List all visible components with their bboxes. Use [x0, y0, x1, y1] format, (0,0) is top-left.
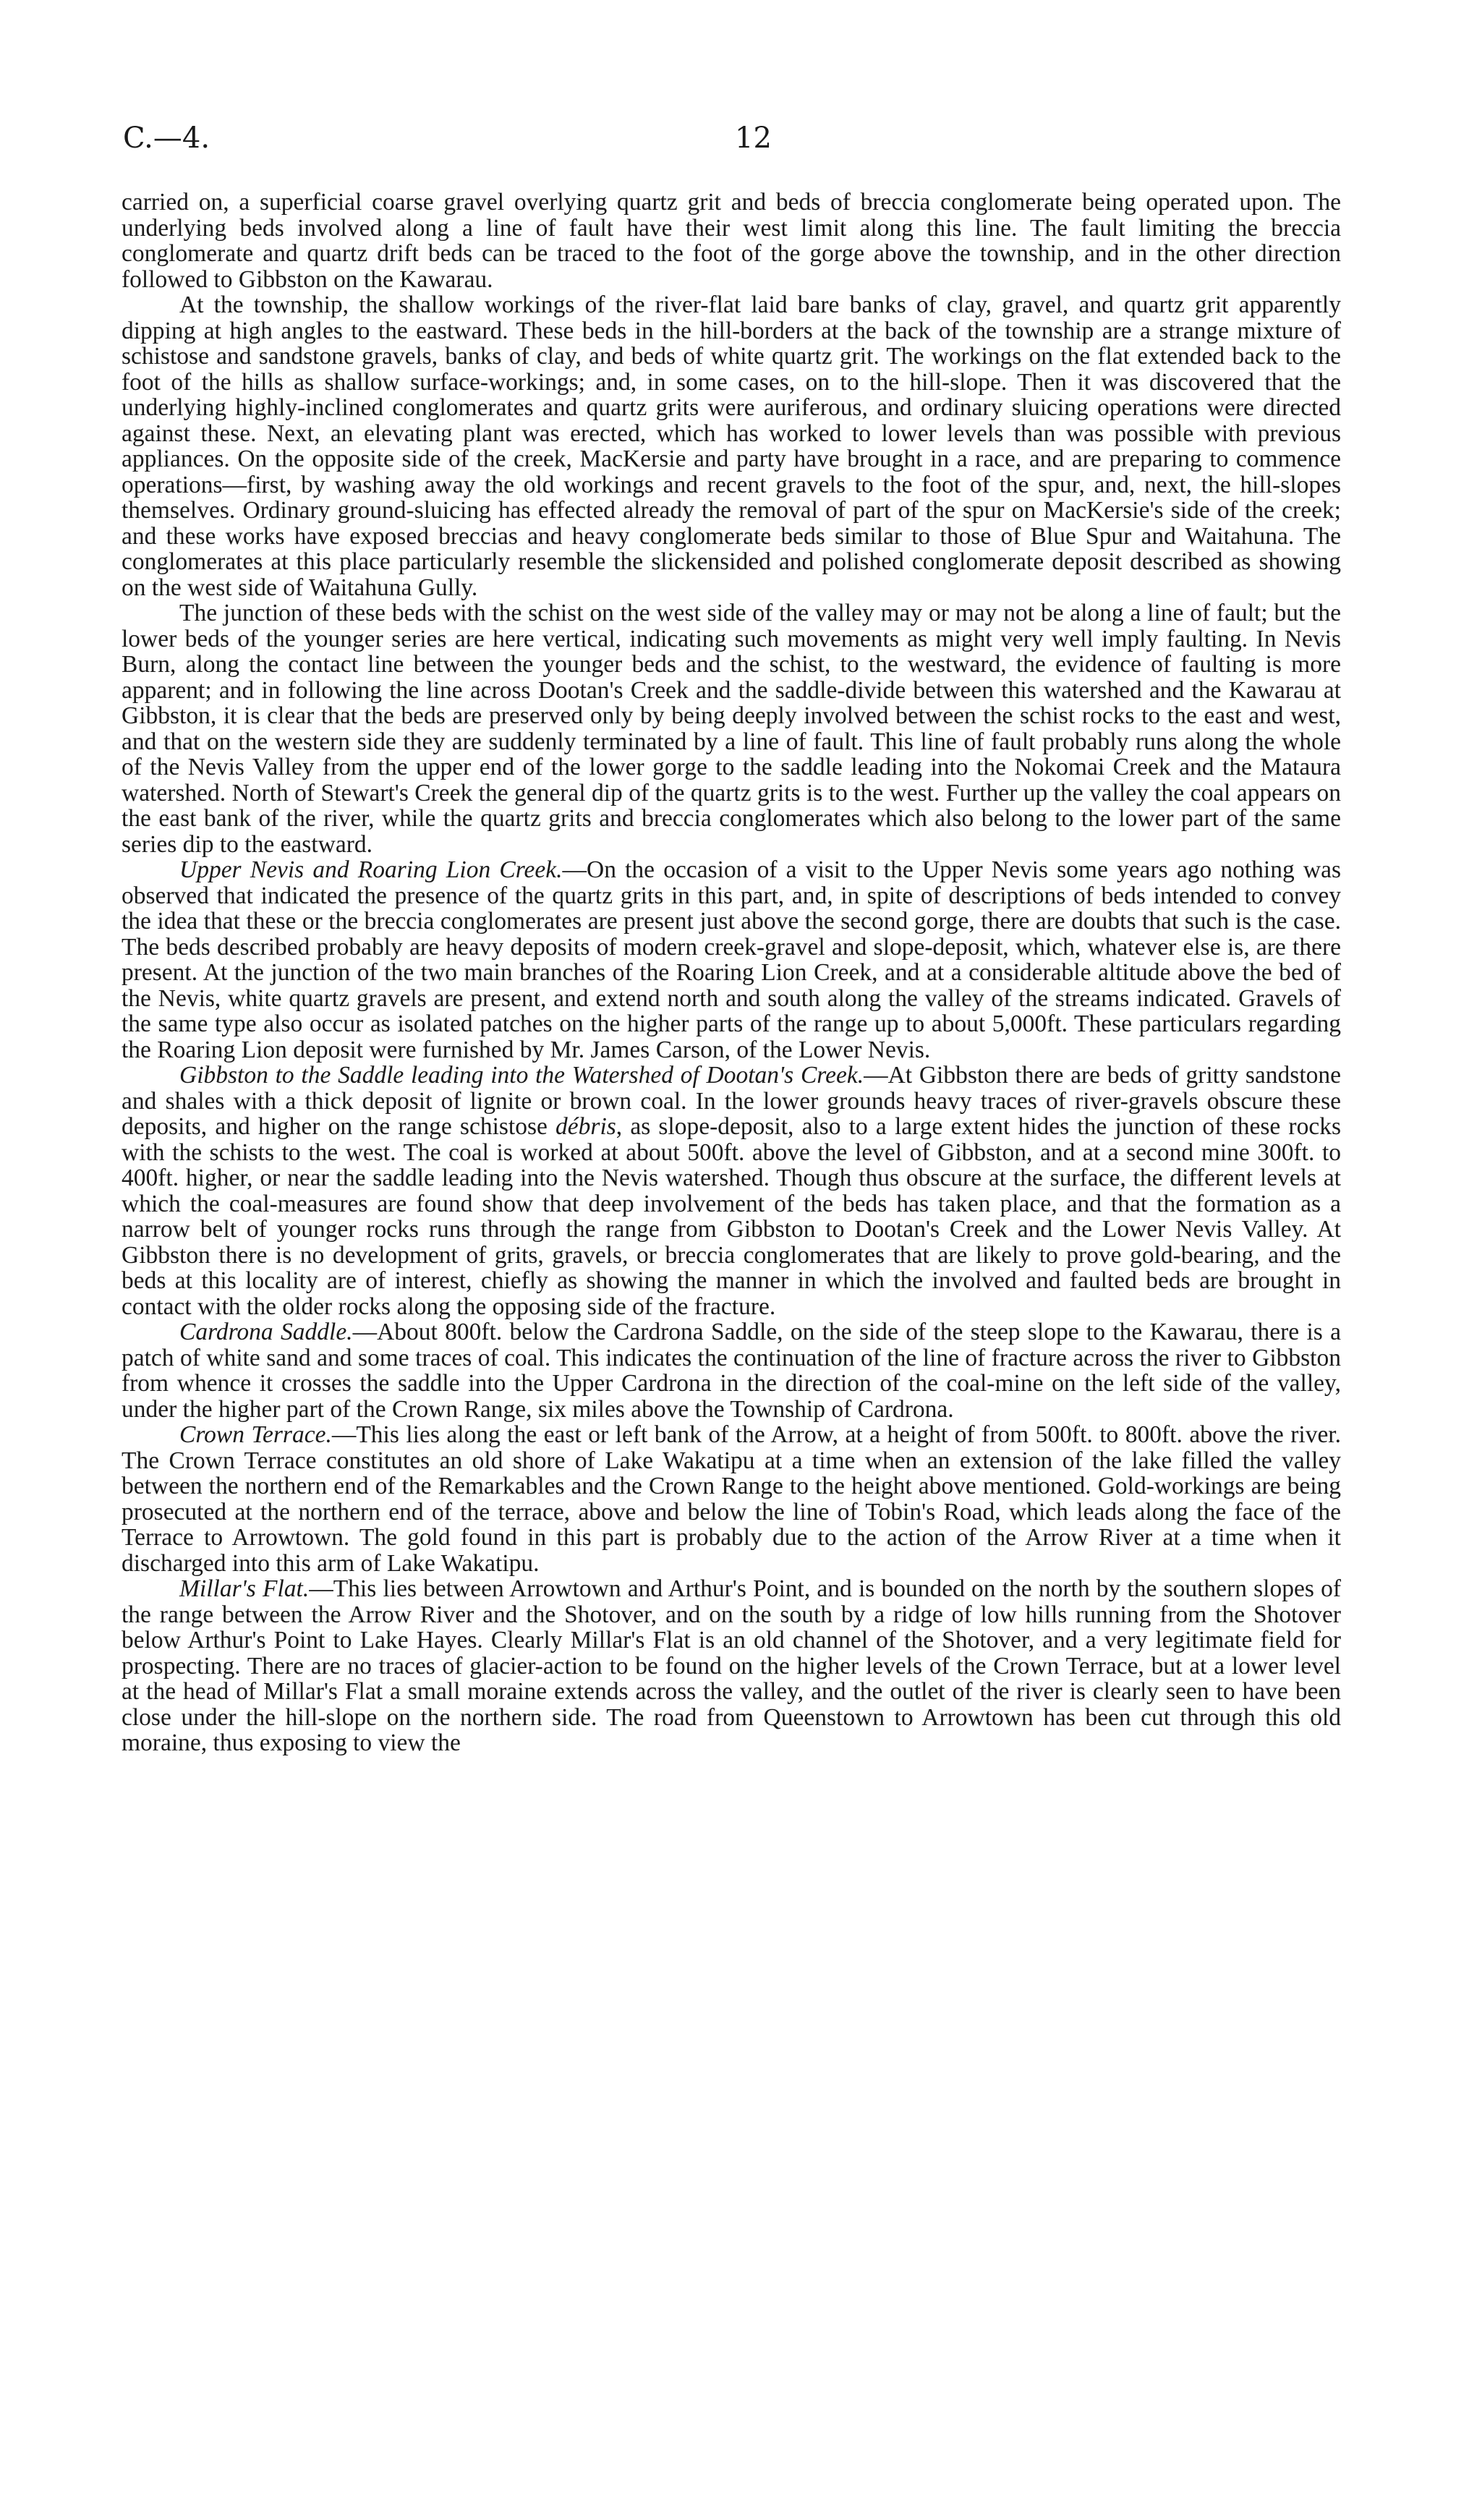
page-number: 12: [735, 122, 772, 155]
paragraph-crown-terrace: [122, 1422, 1341, 1576]
paragraph-text: —This lies along the east or left bank of the Arrow, at a height of from 500ft. to 800ft. above the river. The Crown Terrace constitutes an old shore of Lake Wakatipu at a time when an extension of the lake filled the valley between the northern end of the Remarkables and the Crown Range to the height above mentioned. Gold-workings are being prosecuted at the northern end of the terrace, above and below the line of Tobin's Road, which leads along the face of the Terrace to Arrowtown. The gold found in this part is probably due to the action of the Arrow River at a time when it discharged into this arm of Lake Wakatipu.: [122, 1421, 1341, 1577]
section-heading: Cardrona Saddle.: [179, 1319, 353, 1345]
paragraph-township: [122, 292, 1341, 600]
paragraph-junction: [122, 600, 1341, 857]
paragraph-continuation: [122, 190, 1341, 292]
section-heading: Millar's Flat.: [179, 1575, 310, 1602]
document-code: C.—4.: [123, 122, 210, 155]
paragraph-text: The junction of these beds with the schist on the west side of the valley may or may not be along a line of fault; but the lower beds of the younger series are here vertical, indicating such movements as might very well imply faulting. In Nevis Burn, along the contact line between the younger beds and the schist, to the westward, the evidence of faulting is more apparent; and in following the line across Dootan's Creek and the saddle-divide between this watershed and the Kawarau at Gibbston, it is clear that the beds are preserved only by being deeply involved between the schist rocks to the east and west, and that on the western side they are suddenly terminated by a line of fault. This line of fault probably runs along the whole of the Nevis Valley from the upper end of the lower gorge to the saddle leading into the Nokomai Creek and the Mataura watershed. North of Stewart's Creek the general dip of the quartz grits is to the west. Further up the valley the coal appears on the east bank of the river, while the quartz grits and breccia conglomerates which also belong to the lower part of the same series dip to the eastward.: [122, 600, 1341, 858]
body-text: [122, 190, 1341, 1756]
paragraph-text: —This lies between Arrowtown and Arthur's Point, and is bounded on the north by the southern slopes of the range between the Arrow River and the Shotover, and on the south by a ridge of low hills running from the Shotover below Arthur's Point to Lake Hayes. Clearly Millar's Flat is an old channel of the Shotover, and a very legitimate field for prospecting. There are no traces of glacier-action to be found on the higher levels of the Crown Terrace, but at a lower level at the head of Millar's Flat a small moraine extends across the valley, and the outlet of the river is clearly seen to have been close under the hill-slope on the northern side. The road from Queenstown to Arrowtown has been cut through this old moraine, thus exposing to view the: [122, 1575, 1341, 1756]
paragraph-text: carried on, a superficial coarse gravel overlying quartz grit and beds of breccia conglomerate being operated upon. The underlying beds involved along a line of fault have their west limit along this line. The fault limiting the breccia conglomerate and quartz drift beds can be traced to the foot of the gorge above the township, and in the other direction followed to Gibbston on the Kawarau.: [122, 189, 1341, 293]
paragraph-text: —On the occasion of a visit to the Upper Nevis some years ago nothing was observed that indicated the presence of the quartz grits in this part, and, in spite of descriptions of beds intended to convey the idea that these or the breccia conglomerates are present just above the second gorge, there are doubts that such is the case. The beds described probably are heavy deposits of modern creek-gravel and slope-deposit, which, whatever else is, are there present. At the junction of the two main branches of the Roaring Lion Creek, and at a considerable altitude above the bed of the Nevis, white quartz gravels are present, and extend north and south along the valley of the streams indicated. Gravels of the same type also occur as isolated patches on the higher parts of the range up to about 5,000ft. These particulars regarding the Roaring Lion deposit were furnished by Mr. James Carson, of the Lower Nevis.: [122, 856, 1342, 1063]
paragraph-millars-flat: [122, 1576, 1341, 1756]
paragraph-text: At the township, the shallow workings of the river-flat laid bare banks of clay, gravel, and quartz grit apparently dipping at high angles to the eastward. These beds in the hill-borders at the back of the township are a strange mixture of schistose and sandstone gravels, banks of clay, and beds of white quartz grit. The workings on the flat extended back to the foot of the hills as shallow surface-workings; and, in some cases, on to the hill-slope. Then it was discovered that the underlying highly-inclined conglomerates and quartz grits were auriferous, and ordinary sluicing operations were directed against these. Next, an elevating plant was erected, which has worked to lower levels than was possible with previous appliances. On the opposite side of the creek, MacKersie and party have brought in a race, and are preparing to commence operations—first, by washing away the old workings and recent gravels to the foot of the spur, and, next, the hill-slopes themselves. Ordinary ground-sluicing has effected already the removal of part of the spur on MacKersie's side of the creek; and these works have exposed breccias and heavy conglomerate beds similar to those of Blue Spur and Waitahuna. The conglomerates at this place particularly resemble the slickensided and polished conglomerate deposit described as showing on the west side of Waitahuna Gully.: [122, 291, 1341, 601]
paragraph-cardrona-saddle: [122, 1319, 1341, 1422]
paragraph-text: —About 800ft. below the Cardrona Saddle, on the side of the steep slope to the Kawarau, there is a patch of white sand and some traces of coal. This indicates the continuation of the line of fracture across the river to Gibbston from whence it crosses the saddle into the Upper Cardrona in the direction of the coal-mine on the left side of the valley, under the higher part of the Crown Range, six miles above the Township of Cardrona.: [122, 1319, 1341, 1423]
italic-word: débris: [555, 1113, 616, 1140]
section-heading: Crown Terrace.: [179, 1421, 332, 1448]
paragraph-text: , as slope-deposit, also to a large extent hides the junction of these rocks with the schists to the west. The coal is worked at about 500ft. above the level of Gibbston, and at a second mine 300ft. to 400ft. higher, or near the saddle leading into the Nevis watershed. Though thus obscure at the surface, the different levels at which the coal-measures are found show that deep involvement of the beds has taken place, and that the formation as a narrow belt of younger rocks runs through the range from Gibbston to Dootan's Creek and the Lower Nevis Valley. At Gibbston there is no development of grits, gravels, or breccia conglomerates that are likely to prove gold-bearing, and the beds at this locality are of interest, chiefly as showing the manner in which the involved and faulted beds are brought in contact with the older rocks along the opposing side of the fracture.: [122, 1113, 1341, 1320]
section-heading: Gibbston to the Saddle leading into the Watershed of Dootan's Creek.: [179, 1062, 864, 1089]
page-header: [123, 122, 1338, 165]
paragraph-text: —At Gibbston there are beds of gritty sandstone and shales with a thick deposit of lignite or brown coal. In the lower grounds heavy traces of river-gravels obscure these deposits, and higher on the range schistose: [122, 1062, 1341, 1140]
paragraph-gibbston: [122, 1063, 1341, 1319]
paragraph-upper-nevis: [122, 857, 1341, 1063]
section-heading: Upper Nevis and Roaring Lion Creek.: [179, 856, 563, 883]
